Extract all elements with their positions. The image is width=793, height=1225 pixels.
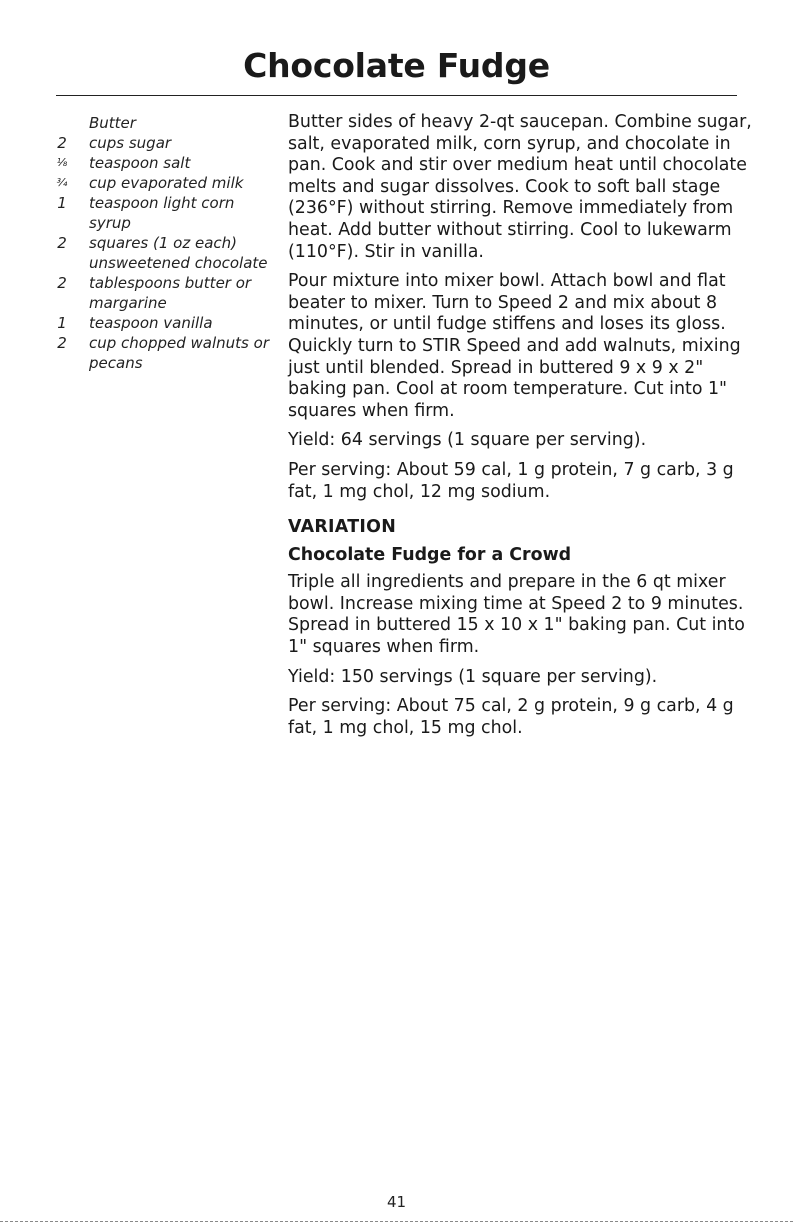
ingredient-text: teaspoon vanilla	[89, 314, 213, 332]
page-bottom-border	[0, 1221, 793, 1222]
ingredient-list	[52, 113, 272, 373]
ingredient-text: cups sugar	[89, 134, 172, 152]
ingredient-text: Butter	[89, 114, 136, 132]
title-divider	[56, 95, 737, 96]
ingredient-text: cup chopped walnuts or pecans	[89, 334, 269, 372]
ingredient-item	[52, 233, 272, 273]
ingredient-quantity: 2	[57, 134, 67, 152]
ingredient-item	[52, 153, 272, 173]
variation-heading: VARIATION	[288, 517, 397, 538]
yield-text: Yield: 64 servings (1 square per serving).	[288, 430, 647, 451]
ingredient-quantity: 2	[57, 274, 67, 292]
directions-column	[288, 112, 758, 747]
ingredient-text: teaspoon light corn syrup	[89, 194, 235, 232]
ingredient-quantity: ⅛	[56, 156, 68, 169]
variation-directions: Triple all ingredients and prepare in the 6 qt mixer bowl. Increase mixing time at Speed 2 to 9 minutes. Spread in buttered 15 x 10 x 1" baking pan. Cut into 1" squares when firm.	[288, 572, 745, 658]
ingredient-quantity: 1	[57, 194, 67, 212]
nutrition-text: Per serving: About 59 cal, 1 g protein, 7 g carb, 3 g fat, 1 mg chol, 12 mg sodium.	[288, 459, 734, 502]
ingredient-text: teaspoon salt	[89, 154, 191, 172]
page-number: 41	[386, 1193, 407, 1211]
ingredient-quantity: ¾	[56, 176, 68, 189]
ingredient-item	[52, 173, 272, 193]
ingredient-text: tablespoons butter or margarine	[89, 274, 252, 312]
ingredient-item	[52, 273, 272, 313]
ingredient-item	[52, 333, 272, 373]
page-title: Chocolate Fudge	[243, 46, 550, 85]
ingredient-item	[52, 313, 272, 333]
directions-step-2: Pour mixture into mixer bowl. Attach bowl and flat beater to mixer. Turn to Speed 2 and mix about 8 minutes, or until fudge stiffens and loses its gloss. Quickly turn to STIR Speed and add walnuts, mixing just until blended. Spread in buttered 9 x 9 x 2" baking pan. Cool at room temperature. Cut into 1" squares when firm.	[288, 271, 741, 421]
ingredient-text: cup evaporated milk	[89, 174, 244, 192]
ingredient-text: squares (1 oz each) unsweetened chocolate	[89, 234, 268, 272]
ingredient-item	[52, 113, 272, 133]
variation-subheading: Chocolate Fudge for a Crowd	[288, 544, 572, 565]
ingredient-quantity: 2	[57, 234, 67, 252]
variation-nutrition: Per serving: About 75 cal, 2 g protein, 9 g carb, 4 g fat, 1 mg chol, 15 mg chol.	[288, 696, 734, 738]
ingredient-quantity: 2	[57, 334, 67, 352]
ingredient-item	[52, 133, 272, 153]
ingredient-item	[52, 193, 272, 233]
ingredient-quantity: 1	[57, 314, 67, 332]
directions-step-1: Butter sides of heavy 2-qt saucepan. Combine sugar, salt, evaporated milk, corn syrup, and chocolate in pan. Cook and stir over medium heat until chocolate melts and sugar dissolves. Cook to soft ball stage (236°F) without stirring. Remove immediately from heat. Add butter without stirring. Cool to lukewarm (110°F). Stir in vanilla.	[288, 112, 752, 262]
variation-yield: Yield: 150 servings (1 square per serving).	[288, 666, 658, 687]
